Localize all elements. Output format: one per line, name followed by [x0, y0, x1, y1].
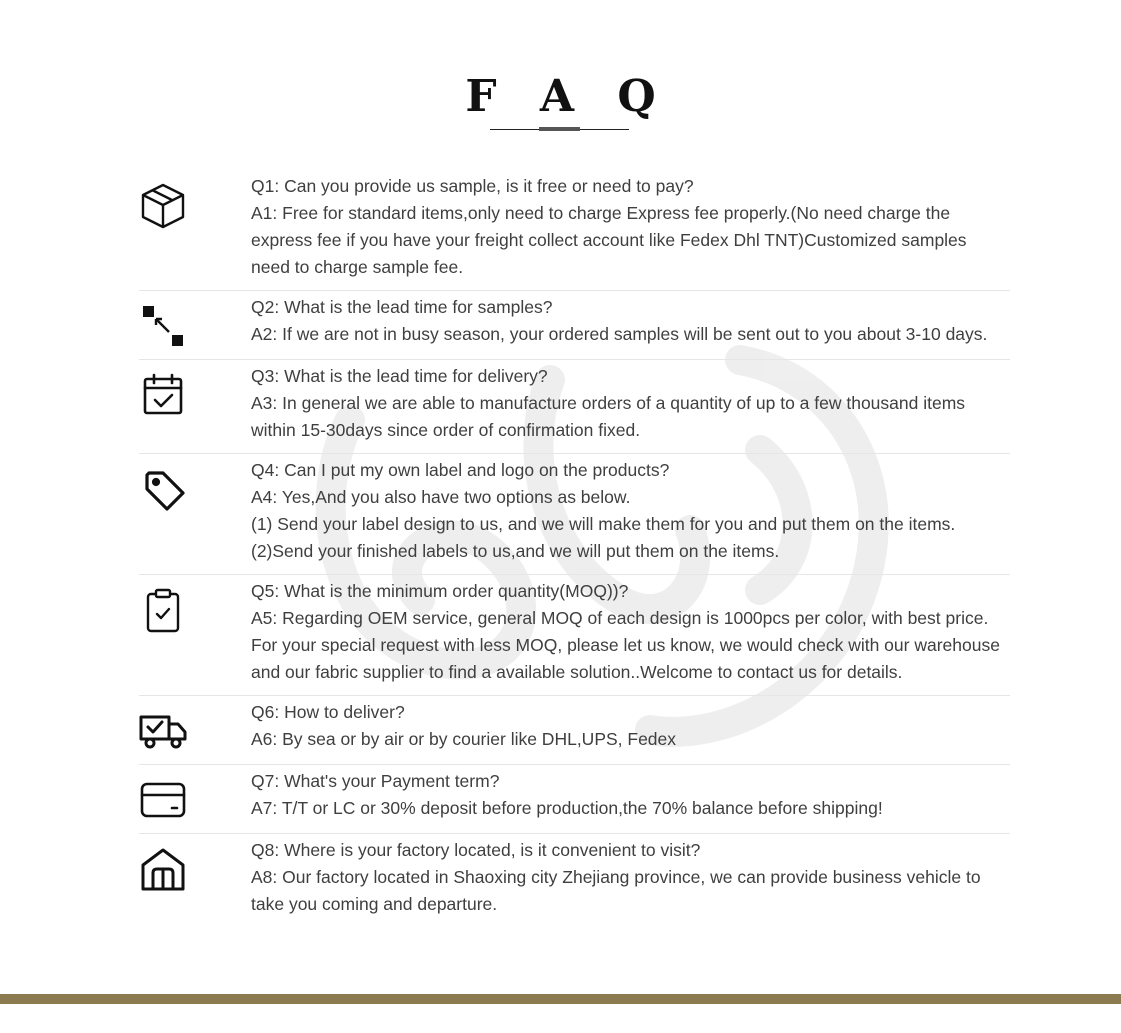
faq-question: Q5: What is the minimum order quantity(MOQ))? — [251, 581, 629, 601]
credit-card-icon — [139, 776, 187, 824]
faq-item — [139, 291, 1010, 360]
faq-question: Q2: What is the lead time for samples? — [251, 297, 553, 317]
faq-answer: A3: In general we are able to manufacture orders of a quantity of up to a few thousand items within 15-30days since order of confirmation fixed. — [251, 393, 966, 440]
faq-question: Q3: What is the lead time for delivery? — [251, 366, 548, 386]
title-underline-accent — [539, 127, 580, 131]
faq-item — [139, 765, 1010, 834]
box-icon — [139, 181, 187, 229]
faq-item — [139, 360, 1010, 454]
tag-icon — [139, 465, 187, 513]
faq-answer: A6: By sea or by air or by courier like DHL,UPS, Fedex — [251, 729, 677, 749]
faq-list — [139, 170, 1010, 927]
faq-item — [139, 696, 1010, 765]
faq-answer: A1: Free for standard items,only need to charge Express fee properly.(No need charge the express fee if you have your freight collect account like Fedex Dhl TNT)Customized samples need to charge sample fee. — [251, 203, 967, 277]
faq-item — [139, 454, 1010, 575]
faq-question: Q8: Where is your factory located, is it convenient to visit? — [251, 840, 701, 860]
faq-item — [139, 170, 1010, 291]
faq-answer: A7: T/T or LC or 30% deposit before production,the 70% balance before shipping! — [251, 798, 883, 818]
footer-bar — [0, 994, 1121, 1004]
delivery-truck-icon — [139, 707, 187, 755]
house-icon — [139, 845, 187, 893]
page-title: F A Q — [465, 71, 670, 122]
faq-answer: A8: Our factory located in Shaoxing city Zhejiang province, we can provide business vehicle to take you coming and departure. — [251, 867, 981, 914]
faq-header — [0, 70, 1121, 124]
clipboard-check-icon — [139, 586, 187, 634]
faq-item — [139, 575, 1010, 696]
faq-answer-option: (1) Send your label design to us, and we will make them for you and put them on the items. — [251, 514, 956, 534]
faq-answer: A4: Yes,And you also have two options as below. — [251, 487, 631, 507]
faq-question: Q4: Can I put my own label and logo on the products? — [251, 460, 670, 480]
faq-item — [139, 834, 1010, 927]
faq-answer-option: (2)Send your finished labels to us,and we will put them on the items. — [251, 541, 780, 561]
faq-answer: A2: If we are not in busy season, your ordered samples will be sent out to you about 3-10 days. — [251, 324, 988, 344]
connect-squares-icon — [139, 302, 187, 350]
calendar-check-icon — [139, 371, 187, 419]
faq-question: Q6: How to deliver? — [251, 702, 405, 722]
faq-question: Q7: What's your Payment term? — [251, 771, 500, 791]
faq-answer: A5: Regarding OEM service, general MOQ of each design is 1000pcs per color, with best price. For your special request with less MOQ, please let us know, we would check with our warehouse and our fabric supplier to find a available solution..Welcome to contact us for details. — [251, 608, 1000, 682]
faq-question: Q1: Can you provide us sample, is it free or need to pay? — [251, 176, 694, 196]
